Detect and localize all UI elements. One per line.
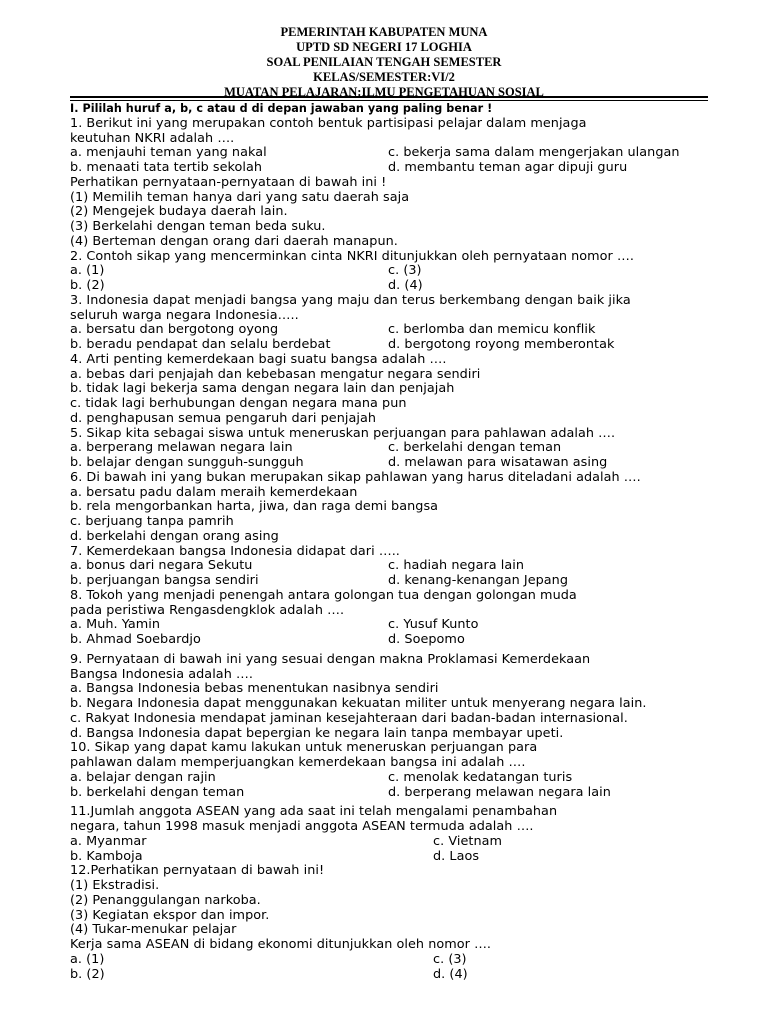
option-b: b. tidak lagi bekerja sama dengan negara lain dan penjajah	[70, 381, 455, 397]
option-b: b. belajar dengan sungguh-sungguh	[70, 455, 304, 470]
question-text: Bangsa Indonesia adalah ….	[70, 666, 253, 682]
question-12	[70, 864, 710, 982]
option-a: a. belajar dengan rajin	[70, 769, 216, 785]
instruction: I. Pililah huruf a, b, c atau d di depan jawaban yang paling benar !	[70, 102, 493, 115]
exam-body	[70, 102, 710, 982]
statement-item: (2) Penanggulangan narkoba.	[70, 892, 261, 908]
question-text: pada peristiwa Rengasdengklok adalah ….	[70, 602, 345, 618]
question-text: 3. Indonesia dapat menjadi bangsa yang maju dan terus berkembang dengan baik jika	[70, 292, 631, 308]
option-a: a. Muh. Yamin	[70, 617, 161, 633]
statement-item: (4) Berteman dengan orang dari daerah manapun.	[70, 233, 398, 249]
option-b: b. beradu pendapat dan selalu berdebat	[70, 337, 331, 352]
option-a: a. (1)	[70, 263, 105, 279]
question-text: 11.Jumlah anggota ASEAN yang ada saat ini telah mengalami penambahan	[70, 804, 558, 820]
option-d: d. (4)	[388, 278, 423, 293]
header-school: UPTD SD NEGERI 17 LOGHIA	[296, 40, 472, 54]
option-c: c. berkelahi dengan teman	[388, 440, 562, 456]
option-c: c. Rakyat Indonesia mendapat jaminan kesejahteraan dari badan-badan internasional.	[70, 710, 628, 726]
option-d: d. melawan para wisatawan asing	[388, 455, 608, 470]
option-b: b. Kamboja	[70, 848, 143, 864]
option-d: d. kenang-kenangan Jepang	[388, 573, 569, 588]
question-text: keutuhan NKRI adalah ….	[70, 130, 235, 146]
option-a: a. bonus dari negara Sekutu	[70, 558, 253, 574]
option-b: b. Negara Indonesia dapat menggunakan kekuatan militer untuk menyerang negara lain.	[70, 696, 647, 711]
question-3	[70, 294, 710, 353]
option-a: a. bersatu dan bergotong oyong	[70, 322, 279, 338]
option-c: c. bekerja sama dalam mengerjakan ulangan	[388, 145, 680, 161]
question-text: 1. Berikut ini yang merupakan contoh bentuk partisipasi pelajar dalam menjaga	[70, 115, 587, 131]
question-text: 7. Kemerdekaan bangsa Indonesia didapat dari …..	[70, 543, 400, 559]
option-a: a. berperang melawan negara lain	[70, 440, 293, 456]
option-a: a. bebas dari penjajah dan kebebasan mengatur negara sendiri	[70, 366, 481, 382]
option-d: d. Soepomo	[388, 632, 465, 647]
option-d: d. Bangsa Indonesia dapat bepergian ke negara lain tanpa membayar upeti.	[70, 725, 564, 741]
option-a: a. Myanmar	[70, 833, 147, 849]
statement-item: (2) Mengejek budaya daerah lain.	[70, 204, 288, 220]
option-b: b. Ahmad Soebardjo	[70, 632, 201, 647]
document-header	[0, 25, 768, 100]
option-c: c. (3)	[388, 263, 422, 279]
question-text: 10. Sikap yang dapat kamu lakukan untuk meneruskan perjuangan para	[70, 740, 538, 756]
header-class-semester: KELAS/SEMESTER:VI/2	[313, 70, 455, 84]
option-d: d. (4)	[433, 966, 468, 982]
question-10	[70, 741, 710, 800]
option-d: d. berkelahi dengan orang asing	[70, 528, 279, 544]
question-text: 9. Pernyataan di bawah ini yang sesuai dengan makna Proklamasi Kemerdekaan	[70, 651, 591, 667]
option-b: b. perjuangan bangsa sendiri	[70, 573, 259, 588]
option-a: a. menjauhi teman yang nakal	[70, 145, 267, 161]
question-5	[70, 427, 710, 471]
header-exam-title: SOAL PENILAIAN TENGAH SEMESTER	[266, 55, 502, 69]
option-d: d. membantu teman agar dipuji guru	[388, 160, 628, 175]
question-text: Kerja sama ASEAN di bidang ekonomi ditunjukkan oleh nomor ….	[70, 937, 492, 952]
question-text: 5. Sikap kita sebagai siswa untuk meneruskan perjuangan para pahlawan adalah ….	[70, 425, 616, 441]
question-text: negara, tahun 1998 masuk menjadi anggota ASEAN termuda adalah ….	[70, 819, 534, 834]
option-d: d. bergotong royong memberontak	[388, 337, 615, 352]
header-government: PEMERINTAH KABUPATEN MUNA	[280, 25, 488, 39]
statement-item: (1) Memilih teman hanya dari yang satu daerah saja	[70, 189, 410, 205]
option-b: b. berkelahi dengan teman	[70, 784, 245, 800]
question-9	[70, 653, 710, 742]
header-divider-thin	[70, 100, 708, 101]
question-2	[70, 250, 710, 294]
statement-list-1	[70, 176, 710, 250]
option-a: a. Bangsa Indonesia bebas menentukan nasibnya sendiri	[70, 681, 439, 697]
option-a: a. bersatu padu dalam meraih kemerdekaan	[70, 484, 358, 500]
option-d: d. penghapusan semua pengaruh dari penjajah	[70, 410, 377, 426]
question-11	[70, 805, 710, 864]
question-4	[70, 353, 710, 427]
question-text: pahlawan dalam memperjuangkan kemerdekaan bangsa ini adalah ….	[70, 755, 526, 770]
question-6	[70, 471, 710, 545]
option-b: b. rela mengorbankan harta, jiwa, dan raga demi bangsa	[70, 499, 439, 515]
question-8	[70, 589, 710, 648]
statement-item: (4) Tukar-menukar pelajar	[70, 922, 237, 938]
option-c: c. Vietnam	[433, 833, 503, 849]
option-c: c. Yusuf Kunto	[388, 617, 479, 633]
option-b: b. (2)	[70, 278, 105, 293]
question-text: 2. Contoh sikap yang mencerminkan cinta NKRI ditunjukkan oleh pernyataan nomor ….	[70, 248, 634, 264]
header-subject: MUATAN PELAJARAN:ILMU PENGETAHUAN SOSIAL	[224, 85, 544, 99]
option-b: b. (2)	[70, 966, 105, 982]
question-7	[70, 545, 710, 589]
question-text: 4. Arti penting kemerdekaan bagi suatu bangsa adalah ….	[70, 351, 447, 367]
statement-item: (3) Kegiatan ekspor dan impor.	[70, 907, 270, 923]
question-text: 6. Di bawah ini yang bukan merupakan sikap pahlawan yang harus diteladani adalah ….	[70, 469, 641, 485]
statement-intro: Perhatikan pernyataan-pernyataan di bawah ini !	[70, 174, 387, 190]
statement-item: (3) Berkelahi dengan teman beda suku.	[70, 219, 326, 234]
statement-intro: 12.Perhatikan pernyataan di bawah ini!	[70, 863, 325, 879]
question-1	[70, 117, 710, 176]
option-d: d. berperang melawan negara lain	[388, 784, 611, 800]
option-d: d. Laos	[433, 848, 480, 864]
question-text: 8. Tokoh yang menjadi penengah antara golongan tua dengan golongan muda	[70, 587, 577, 603]
option-b: b. menaati tata tertib sekolah	[70, 160, 263, 175]
option-c: c. (3)	[433, 951, 467, 967]
option-c: c. tidak lagi berhubungan dengan negara mana pun	[70, 396, 407, 411]
option-c: c. hadiah negara lain	[388, 558, 525, 574]
option-c: c. berlomba dan memicu konflik	[388, 322, 596, 338]
header-divider-thick	[70, 96, 708, 98]
statement-item: (1) Ekstradisi.	[70, 878, 160, 893]
option-a: a. (1)	[70, 951, 105, 967]
question-text: seluruh warga negara Indonesia…..	[70, 307, 299, 323]
option-c: c. menolak kedatangan turis	[388, 769, 573, 785]
option-c: c. berjuang tanpa pamrih	[70, 514, 234, 529]
